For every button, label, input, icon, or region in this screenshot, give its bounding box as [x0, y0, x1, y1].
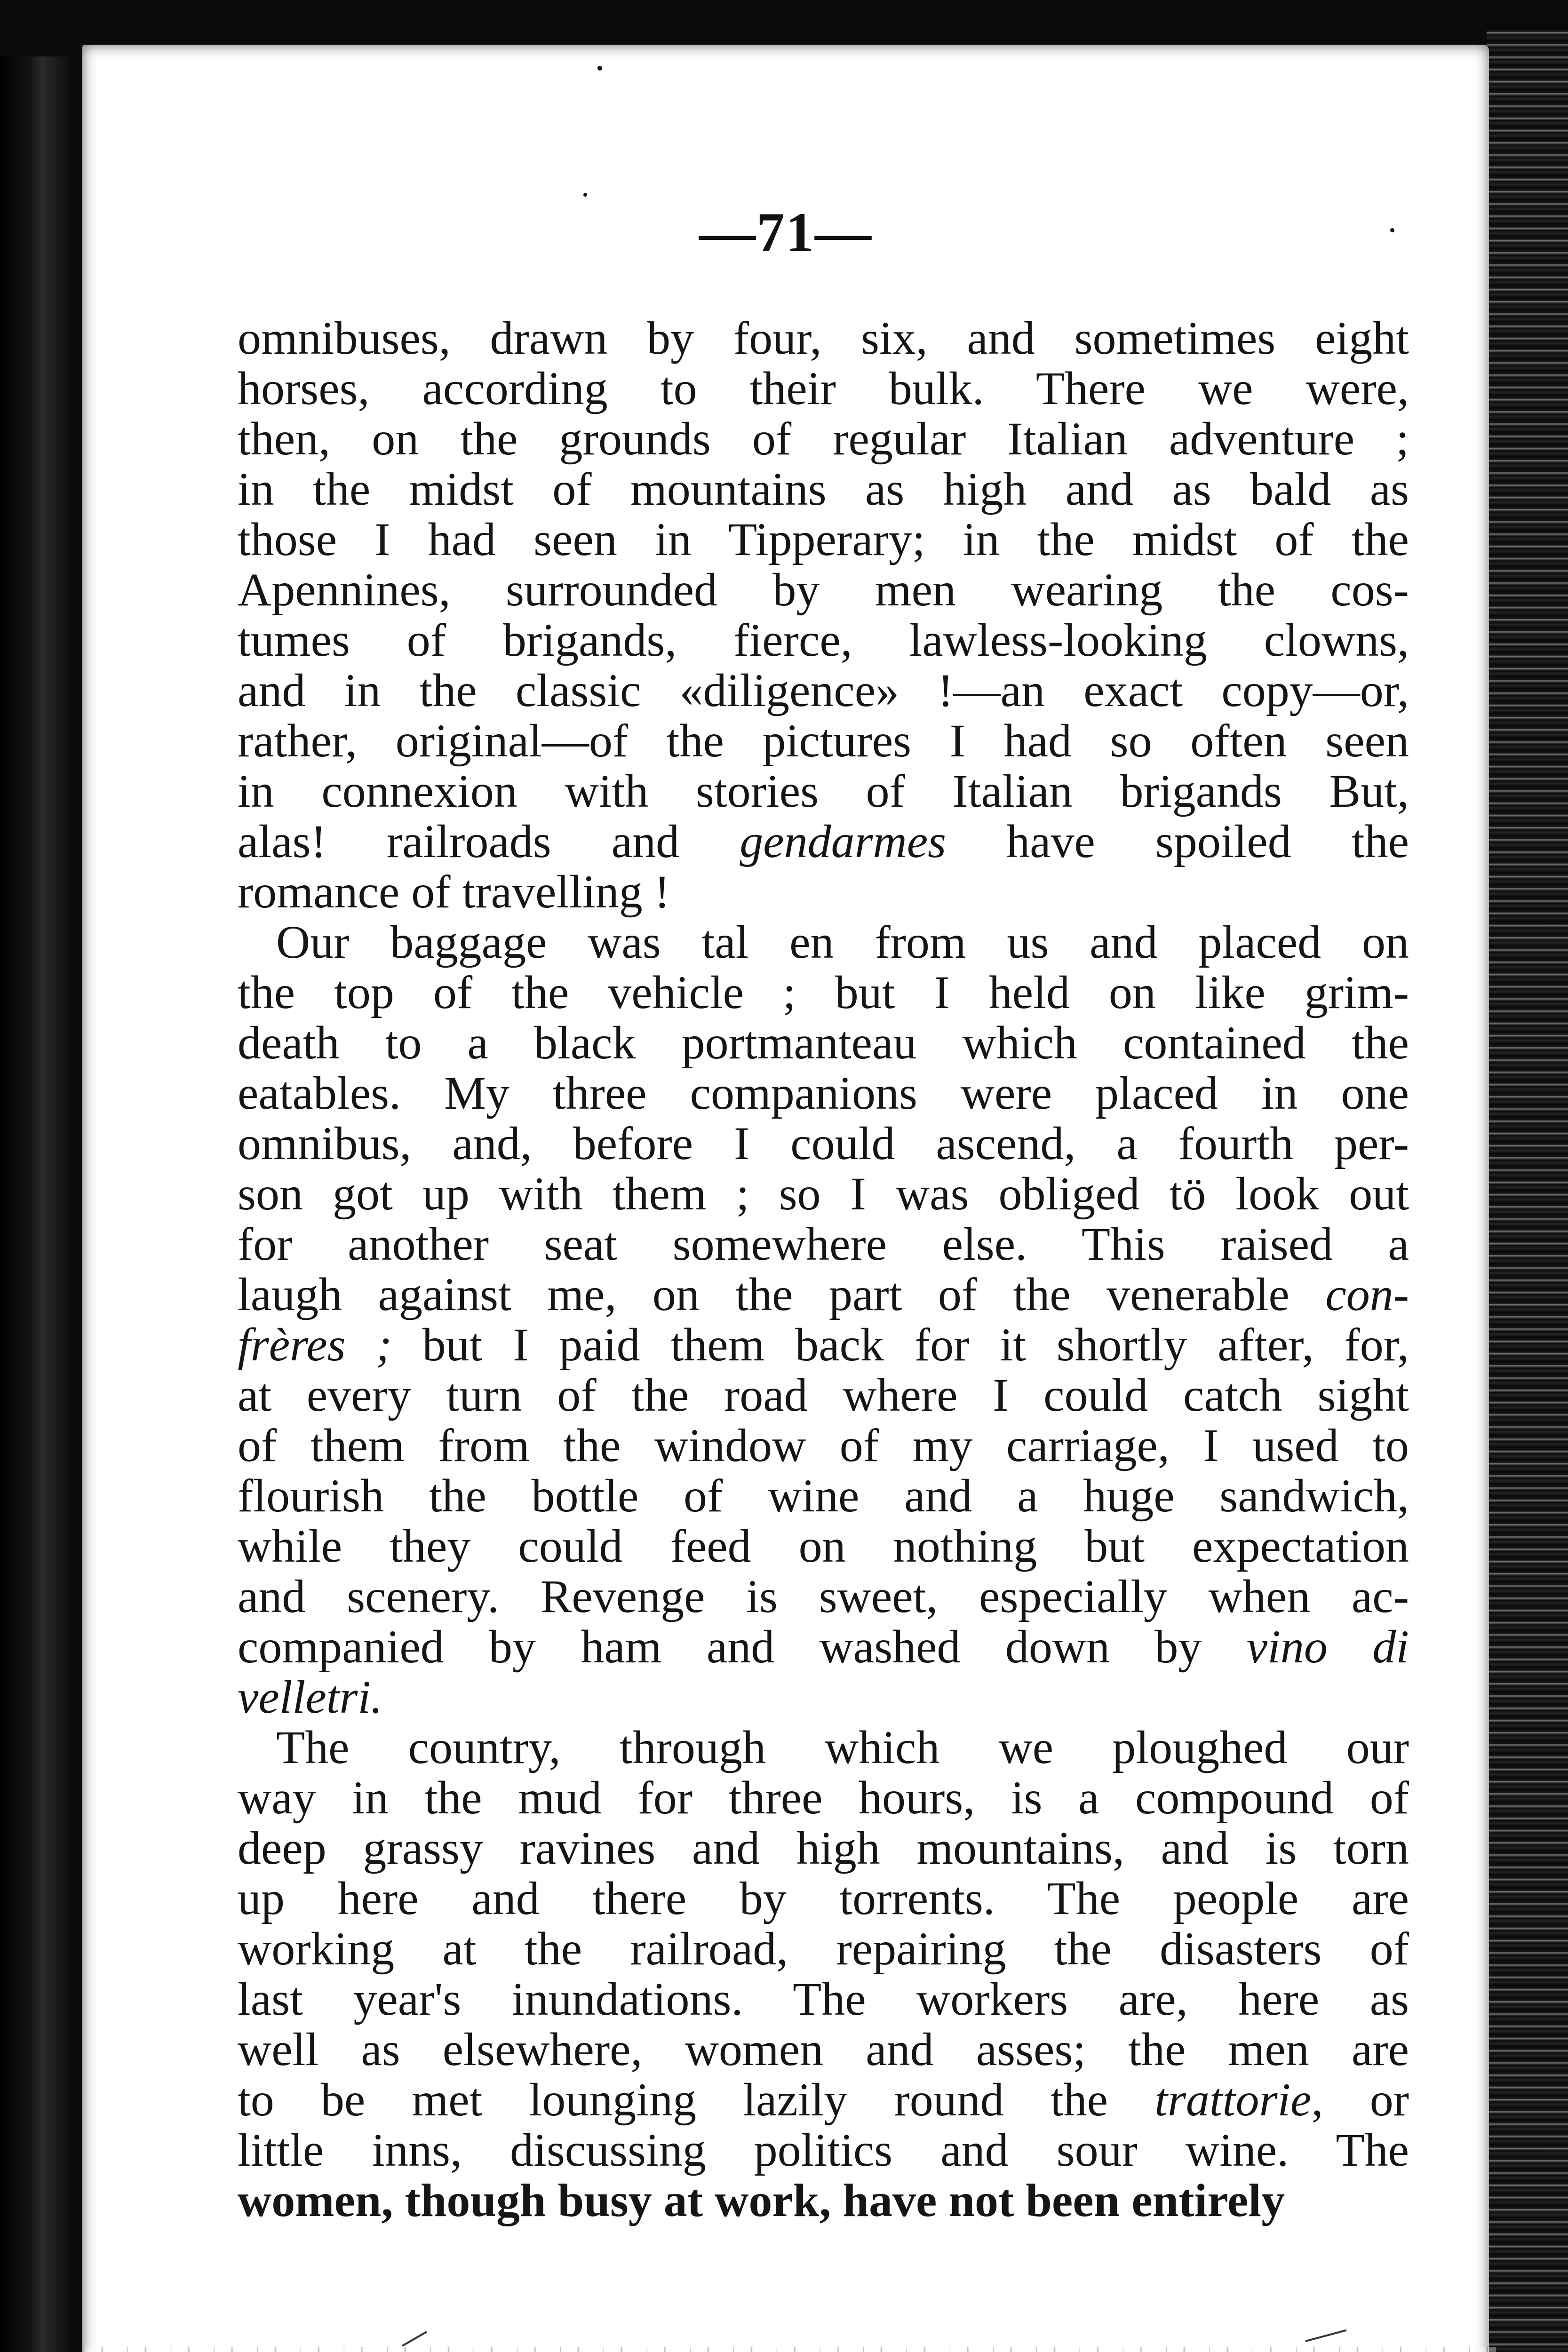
text-line — [238, 2175, 1409, 2225]
text-span: death to a black portmanteau which contained the — [238, 1017, 1409, 1069]
text-span: , or — [1311, 2074, 1409, 2126]
text-line — [238, 1068, 1409, 1118]
body-text — [238, 313, 1409, 2225]
text-line — [238, 1420, 1409, 1470]
text-span: but I paid them back for it shortly after, for, — [391, 1319, 1409, 1371]
text-line — [238, 2024, 1409, 2074]
text-line — [238, 665, 1409, 715]
text-line — [238, 1269, 1409, 1319]
italic-text: con- — [1325, 1268, 1409, 1320]
italic-text: velletri. — [238, 1671, 383, 1723]
text-line — [238, 2125, 1409, 2175]
text-line — [238, 1621, 1409, 1672]
page-edge-texture — [1487, 28, 1568, 2352]
text-span: while they could feed on nothing but expectation — [238, 1520, 1409, 1572]
text-line — [238, 1470, 1409, 1521]
text-line — [238, 1118, 1409, 1168]
text-span: last year's inundations. The workers are, here as — [238, 1973, 1409, 2025]
text-line — [238, 866, 1409, 917]
text-span: of them from the window of my carriage, I used to — [238, 1419, 1409, 1471]
text-line — [238, 564, 1409, 615]
text-span: women, though busy at work, have not been entirely — [238, 2174, 1285, 2226]
italic-text: vino di — [1246, 1621, 1409, 1673]
text-span: and scenery. Revenge is sweet, especially when ac- — [238, 1570, 1409, 1622]
text-line — [238, 1873, 1409, 1923]
text-line — [238, 1722, 1409, 1772]
text-span: laugh against me, on the part of the venerable — [238, 1268, 1326, 1320]
text-span: flourish the bottle of wine and a huge sandwich, — [238, 1470, 1409, 1522]
text-span: for another seat somewhere else. This raised a — [238, 1218, 1409, 1270]
text-line — [238, 1370, 1409, 1420]
text-line — [238, 715, 1409, 766]
text-span: working at the railroad, repairing the disasters of — [238, 1923, 1409, 1975]
text-span: well as elsewhere, women and asses; the men are — [238, 2023, 1409, 2075]
text-span: the top of the vehicle ; but I held on like grim- — [238, 966, 1409, 1018]
pencil-mark — [402, 2331, 427, 2346]
book-spine-shadow — [0, 56, 71, 2352]
text-span: romance of travelling ! — [238, 866, 670, 918]
text-span: tumes of brigands, fierce, lawless-looking clowns, — [238, 614, 1409, 666]
text-line — [238, 1923, 1409, 1974]
text-line — [238, 1772, 1409, 1823]
text-line — [238, 917, 1409, 967]
text-span: companied by ham and washed down by — [238, 1621, 1247, 1673]
text-span: horses, according to their bulk. There we were, — [238, 362, 1409, 414]
text-span: in connexion with stories of Italian brigands But, — [238, 765, 1409, 817]
text-span: Apennines, surrounded by men wearing the cos- — [238, 564, 1409, 616]
page-bottom-edge — [85, 2347, 1496, 2352]
text-line — [238, 967, 1409, 1017]
text-span: in the midst of mountains as high and as bald as — [238, 463, 1409, 515]
text-span: at every turn of the road where I could catch sight — [238, 1369, 1409, 1421]
text-span: omnibuses, drawn by four, six, and sometimes eight — [238, 312, 1409, 364]
text-line — [238, 1017, 1409, 1068]
text-span: omnibus, and, before I could ascend, a fourth per- — [238, 1117, 1409, 1169]
italic-text: gendarmes — [740, 815, 947, 867]
italic-text: trattorie — [1154, 2074, 1312, 2126]
text-line — [238, 1974, 1409, 2024]
text-span: then, on the grounds of regular Italian adventure ; — [238, 413, 1409, 465]
ink-speck — [1390, 228, 1394, 232]
text-span: alas! railroads and — [238, 815, 740, 867]
page-number: —71— — [699, 201, 872, 263]
text-span: those I had seen in Tipperary; in the midst of the — [238, 513, 1409, 565]
text-line — [238, 1571, 1409, 1621]
text-span: Our baggage was tal en from us and placed on — [276, 916, 1409, 968]
text-line — [238, 1823, 1409, 1873]
text-line — [238, 1521, 1409, 1571]
text-span: and in the classic «diligence» !—an exact copy—or, — [238, 664, 1409, 716]
text-line — [238, 1319, 1409, 1370]
book-page — [82, 45, 1489, 2352]
text-line — [238, 615, 1409, 665]
text-span: little inns, discussing politics and sour wine. The — [238, 2124, 1409, 2176]
ink-speck — [583, 193, 587, 197]
text-span: up here and there by torrents. The people are — [238, 1872, 1409, 1924]
text-line — [238, 2074, 1409, 2125]
text-line — [238, 816, 1409, 866]
text-line — [238, 1168, 1409, 1219]
text-line — [238, 464, 1409, 514]
text-line — [238, 766, 1409, 816]
text-span: The country, through which we ploughed our — [276, 1721, 1409, 1773]
text-span: son got up with them ; so I was obliged tö look out — [238, 1168, 1409, 1220]
text-span: way in the mud for three hours, is a compound of — [238, 1772, 1409, 1824]
text-line — [238, 363, 1409, 413]
text-line — [238, 514, 1409, 564]
text-span: rather, original—of the pictures I had so often seen — [238, 715, 1409, 767]
text-line — [238, 313, 1409, 363]
text-span: eatables. My three companions were placed in one — [238, 1067, 1409, 1119]
pencil-mark — [1305, 2329, 1346, 2342]
text-span: to be met lounging lazily round the — [238, 2074, 1155, 2126]
text-line — [238, 1672, 1409, 1722]
text-span: have spoiled the — [946, 815, 1409, 867]
text-line — [238, 1219, 1409, 1269]
italic-text: frères ; — [238, 1319, 392, 1371]
ink-speck — [597, 66, 602, 71]
text-line — [238, 413, 1409, 464]
text-span: deep grassy ravines and high mountains, and is torn — [238, 1822, 1409, 1874]
